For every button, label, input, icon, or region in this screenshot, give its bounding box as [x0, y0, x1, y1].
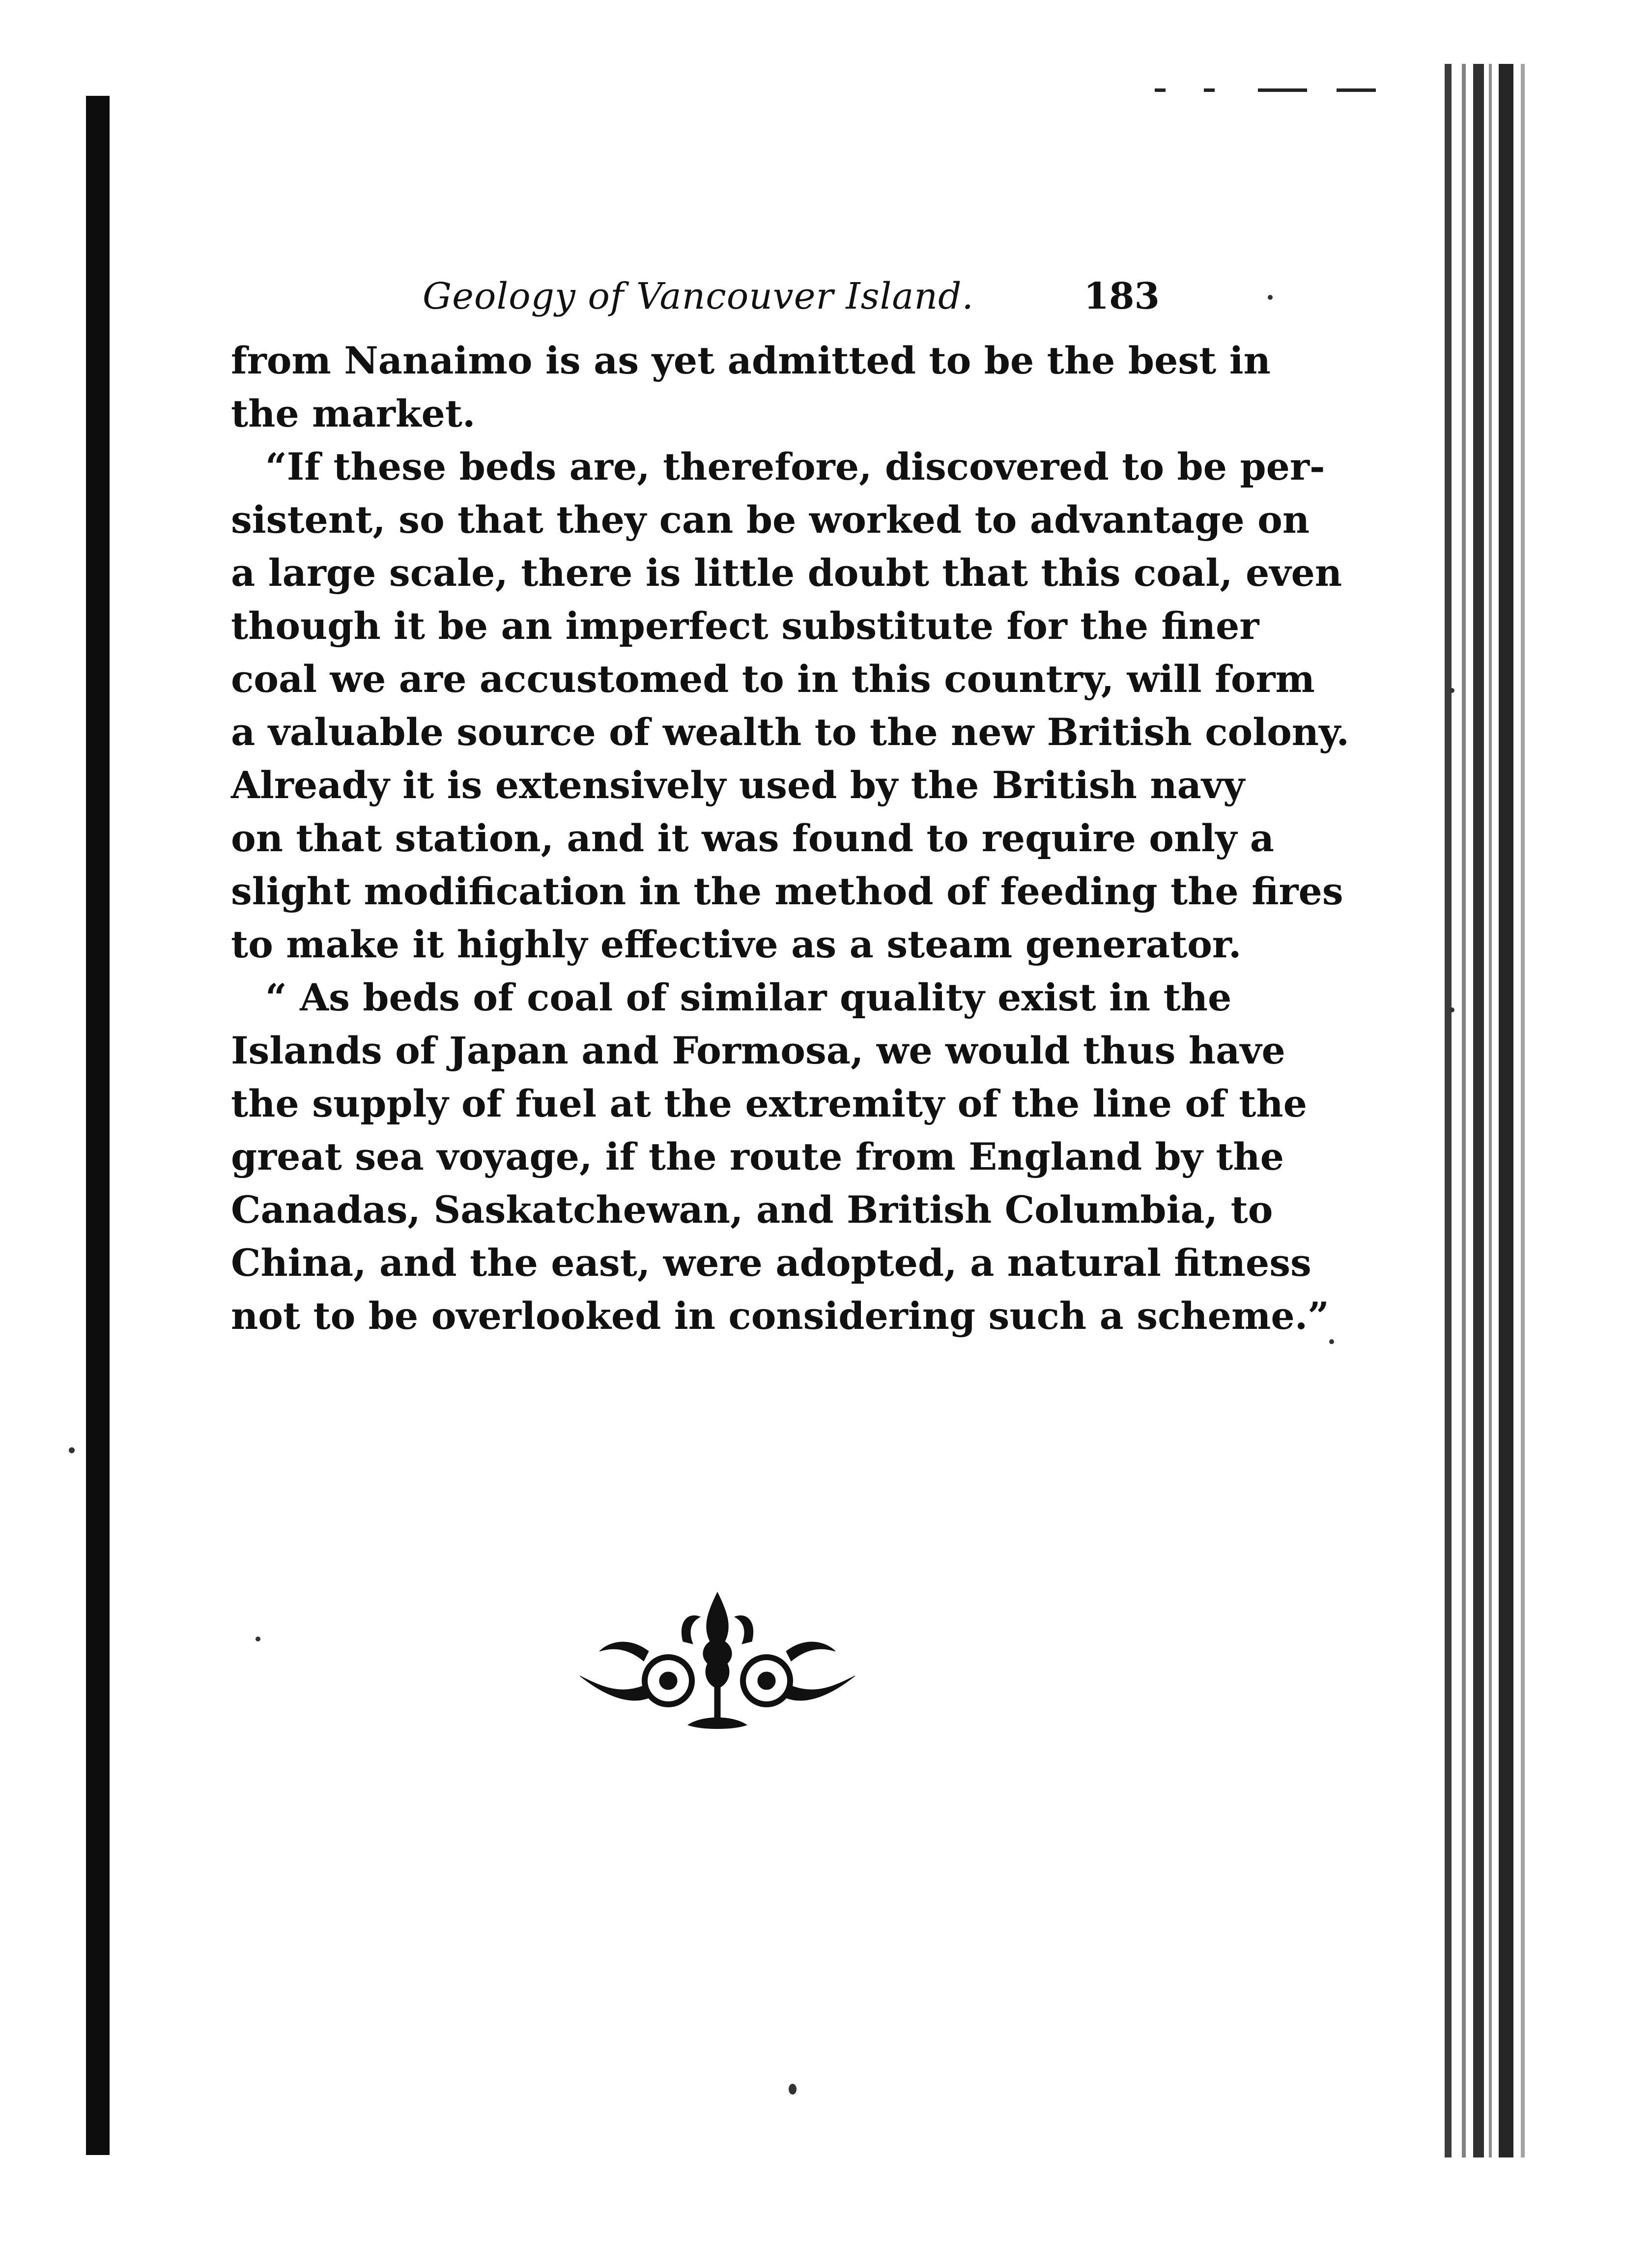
running-title: Geology of Vancouver Island.	[423, 275, 974, 317]
text-line: China, and the east, were adopted, a natural fitness	[231, 1241, 1311, 1285]
paragraph	[231, 334, 1271, 440]
floral-tailpiece-icon	[570, 1582, 865, 1740]
scan-speck	[1329, 1339, 1334, 1344]
body-text	[231, 334, 1349, 1343]
scan-mark	[1258, 88, 1307, 92]
paragraph	[231, 440, 1349, 971]
text-line: Islands of Japan and Formosa, we would thus have	[231, 1029, 1285, 1072]
text-line: a large scale, there is little doubt that this coal, even	[231, 551, 1342, 595]
text-line: slight modification in the method of feeding the fires	[231, 869, 1343, 913]
book-page	[231, 265, 1349, 1343]
scan-mark	[1337, 88, 1376, 92]
scan-speck	[789, 2084, 797, 2095]
scan-speck	[69, 1447, 75, 1453]
text-line: to make it highly effective as a steam generator.	[231, 922, 1242, 966]
text-line: “ As beds of coal of similar quality exist in the	[265, 976, 1232, 1019]
binding-shadow	[86, 96, 110, 2155]
text-line: a valuable source of wealth to the new British colony.	[231, 710, 1349, 754]
text-line: “If these beds are, therefore, discovered to be per-	[265, 445, 1325, 489]
paragraph	[231, 971, 1329, 1343]
text-line: coal we are accustomed to in this country, will form	[231, 657, 1315, 701]
text-line: the market.	[231, 392, 476, 435]
text-line: the supply of fuel at the extremity of the line of the	[231, 1082, 1308, 1125]
text-line: though it be an imperfect substitute for the finer	[231, 604, 1259, 648]
scan-speck	[1268, 295, 1273, 300]
text-line: on that station, and it was found to require only a	[231, 816, 1274, 860]
text-line: from Nanaimo is as yet admitted to be the best in	[231, 339, 1271, 382]
scan-mark	[1204, 88, 1215, 92]
text-line: Already it is extensively used by the British navy	[231, 763, 1245, 807]
scan-speck	[1450, 688, 1454, 693]
running-head	[231, 265, 1179, 334]
scan-speck	[1450, 1007, 1454, 1012]
text-line: Canadas, Saskatchewan, and British Columbia, to	[231, 1188, 1273, 1232]
page-edge-stack	[1415, 64, 1577, 2157]
text-line: not to be overlooked in considering such a scheme.”	[231, 1294, 1329, 1338]
text-line: sistent, so that they can be worked to advantage on	[231, 498, 1310, 542]
scan-mark	[1155, 88, 1166, 92]
page-number: 183	[1083, 275, 1160, 317]
scan-speck	[256, 1637, 260, 1641]
text-line: great sea voyage, if the route from England by the	[231, 1135, 1284, 1178]
